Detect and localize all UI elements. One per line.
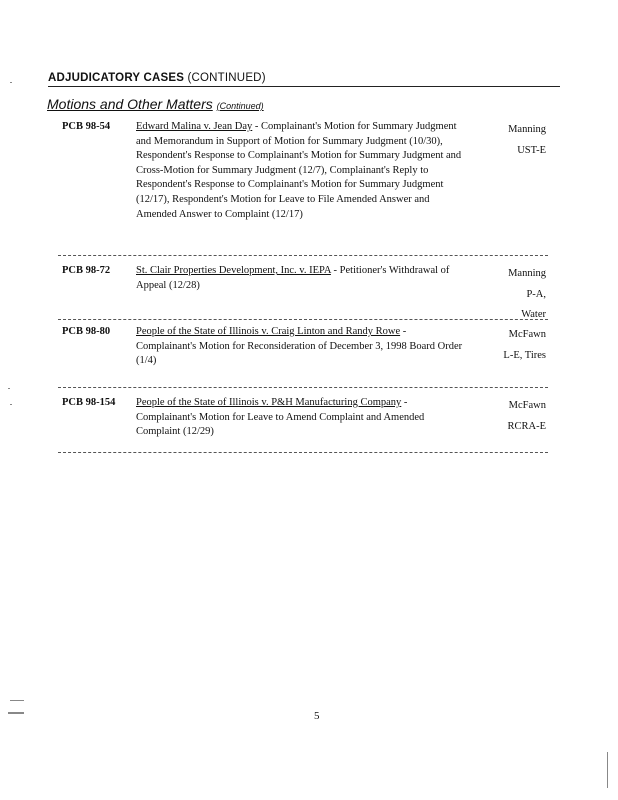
case-type: RCRA-E [507, 420, 546, 432]
case-parties: People of the State of Illinois v. Craig Linton and Randy Rowe [136, 326, 401, 337]
scan-speck [10, 700, 24, 701]
case-staff [476, 325, 546, 366]
section-continued: (CONTINUED) [187, 72, 266, 84]
case-staff [476, 264, 546, 326]
subsection-continued: (Continued) [216, 101, 264, 111]
scan-speck [607, 752, 608, 788]
case-description [136, 325, 466, 369]
case-number: PCB 98-154 [62, 397, 116, 408]
page-number: 5 [314, 710, 320, 722]
case-type: UST-E [517, 144, 546, 156]
case-number: PCB 98-80 [62, 326, 111, 337]
board-member: McFawn [508, 400, 546, 411]
case-description [136, 264, 466, 293]
case-description [136, 396, 466, 440]
section-header [48, 72, 560, 87]
scan-speck [10, 404, 12, 405]
case-parties: Edward Malina v. Jean Day [136, 121, 253, 132]
scan-speck [8, 712, 24, 714]
case-number: PCB 98-54 [62, 121, 111, 132]
scan-speck [8, 388, 10, 389]
case-motions: - Complainant's Motion for Reconsideration of December 3, 1998 Board Order (1/4) [136, 326, 463, 367]
case-type: L-E, Tires [503, 349, 546, 361]
case-motions: - Complainant's Motion for Summary Judgment and Memorandum in Support of Motion for Summary Judgment (10/30), Respondent's Response to Complainant's Motion for Summary Judgment and Cross-Motion for Summary Judgment (12/7), Complainant's Reply to Respondent's Response to Complainant's Motion for Summary Judgment (12/17), Respondent's Motion for Leave to File Amended Answer and Amended Answer to Complaint (12/17) [136, 121, 462, 220]
subsection-header [47, 96, 264, 112]
case-divider [58, 255, 548, 256]
case-motions: - Petitioner's Withdrawal of Appeal (12/28) [136, 265, 450, 291]
case-staff [476, 120, 546, 161]
case-type-cont: Water [521, 309, 546, 320]
case-staff [476, 396, 546, 437]
board-member: McFawn [508, 329, 546, 340]
section-title: ADJUDICATORY CASES [48, 72, 185, 84]
case-divider [58, 319, 548, 320]
case-motions: - Complainant's Motion for Leave to Amend Complaint and Amended Complaint (12/29) [136, 397, 425, 438]
board-member: Manning [508, 124, 546, 135]
case-type: P-A, [526, 288, 546, 300]
case-description [136, 120, 466, 222]
case-parties: People of the State of Illinois v. P&H Manufacturing Company [136, 397, 402, 408]
case-parties: St. Clair Properties Development, Inc. v. IEPA [136, 265, 331, 276]
case-number: PCB 98-72 [62, 265, 111, 276]
case-divider [58, 387, 548, 388]
case-divider [58, 452, 548, 453]
scan-speck [10, 82, 12, 83]
subsection-title: Motions and Other Matters [47, 96, 213, 112]
board-member: Manning [508, 268, 546, 279]
